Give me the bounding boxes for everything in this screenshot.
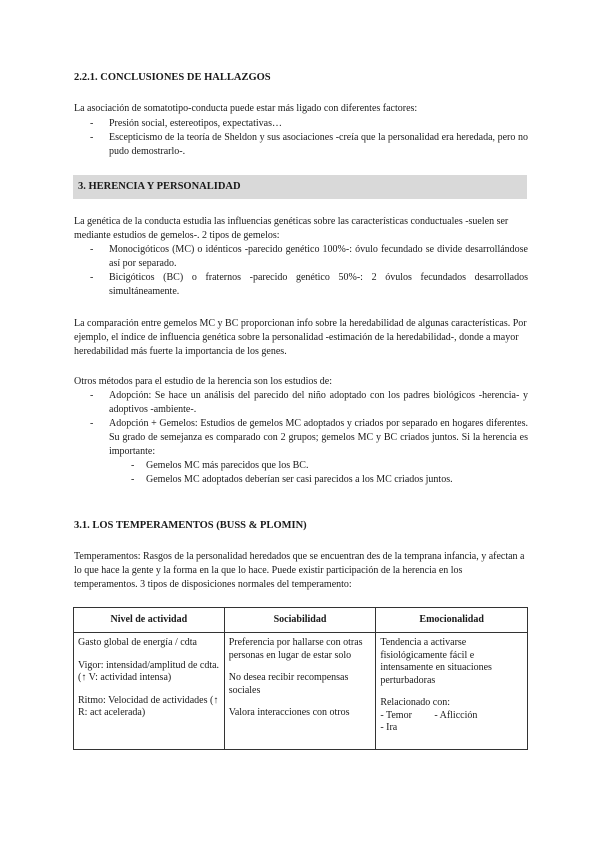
list-item: - Bicigóticos (BC) o fraternos -parecido genético 50%-: 2 óvulos fecundados desarrollados simultáneamente.: [90, 271, 528, 299]
cell-text: No desea recibir recompensas sociales: [228, 672, 349, 696]
list-item: - Presión social, estereotipos, expectativas…: [90, 117, 528, 131]
related-temor: - Temor: [380, 709, 412, 721]
list-item: - Adopción: Se hace un análisis del parecido del niño adoptado con los padres biológicos -herencia- y adoptivos -ambiente-.: [90, 389, 528, 417]
list-item: - Monocigóticos (MC) o idénticos -parecido genético 100%-: óvulo fecundado se divide desarrollándose así por separado.: [90, 243, 528, 271]
list-item: [90, 417, 528, 487]
heading-herencia: 3. HERENCIA Y PERSONALIDAD: [78, 181, 241, 192]
paragraph-comparacion: La comparación entre gemelos MC y BC proporcionan info sobre la heredabilidad de algunas características. Por ejemplo, el índice de influencia genética sobre la personalidad -estimación de la heredabilidad-, donde a mayor heredabilidad más fuerte la importancia de los genes.: [74, 318, 527, 357]
cell-text: Ritmo: Velocidad de actividades (↑ R: act acelerada): [78, 694, 219, 718]
table-header-row: [74, 608, 528, 633]
paragraph-temperamentos: Temperamentos: Rasgos de la personalidad heredados que se encuentran des de la temprana infancia, y afectan a lo que hace la gente y la forma en la que lo hace. Puede existir participación de la herencia en los temperamentos. 3 tipos de disposiciones normales del temperamento:: [74, 551, 525, 590]
cell-text: Gasto global de energía / cdta: [78, 637, 197, 648]
list-metodos: [90, 389, 528, 487]
sublist-herencia: [109, 459, 528, 487]
cell-text: Tendencia a activarse fisiológicamente fácil e intensamente en situaciones perturbadoras: [380, 637, 492, 686]
related-ira: - Ira: [380, 722, 398, 733]
sublist-item: - Gemelos MC más parecidos que los BC.: [131, 459, 528, 473]
table-header-emocionalidad: Emocionalidad: [376, 608, 528, 633]
paragraph-genetica: La genética de la conducta estudia las influencias genéticas sobre las características conductuales -suelen ser mediante estudios de gemelos-. 2 tipos de gemelos:: [74, 216, 509, 241]
list-factores: [90, 117, 528, 159]
table-header-sociabilidad: Sociabilidad: [224, 608, 376, 633]
sublist-item: - Gemelos MC adoptados deberían ser casi parecidos a los MC criados juntos.: [131, 473, 528, 487]
list-gemelos: [90, 243, 528, 299]
temperament-table: [73, 607, 528, 750]
paragraph-asociacion: La asociación de somatotipo-conducta puede estar más ligado con diferentes factores:: [74, 103, 418, 114]
table-cell-sociabilidad: [224, 633, 376, 750]
cell-related-row: [380, 710, 523, 723]
list-item-text: Adopción + Gemelos: Estudios de gemelos MC adoptados y criados por separado en hogares diferentes. Su grado de semejanza es comparado con 2 grupos; gemelos MC y BC criados juntos. Si la herencia es importante:: [109, 418, 528, 457]
cell-text: Valora interacciones con otros: [228, 707, 350, 718]
heading-temperamentos: 3.1. LOS TEMPERAMENTOS (BUSS & PLOMIN): [74, 520, 307, 531]
table-cell-emocionalidad: [376, 633, 528, 750]
section-band-herencia: [73, 175, 527, 199]
related-afliccion: - Aflicción: [434, 709, 478, 721]
table-cell-actividad: [74, 633, 225, 750]
cell-text: Preferencia por hallarse con otras personas en lugar de estar solo: [228, 637, 363, 661]
cell-text: Vigor: intensidad/amplitud de cdta. (↑ V: actividad intensa): [78, 659, 220, 683]
paragraph-otros-metodos: Otros métodos para el estudio de la herencia son los estudios de:: [74, 376, 332, 387]
table-row: [74, 633, 528, 750]
cell-text: Relacionado con:: [380, 697, 451, 708]
heading-conclusiones: 2.2.1. CONCLUSIONES DE HALLAZGOS: [74, 72, 271, 83]
table-header-actividad: Nivel de actividad: [74, 608, 225, 633]
list-item: - Escepticismo de la teoría de Sheldon y sus asociaciones -creía que la personalidad era heredada, pero no pudo demostrarlo-.: [90, 131, 528, 159]
